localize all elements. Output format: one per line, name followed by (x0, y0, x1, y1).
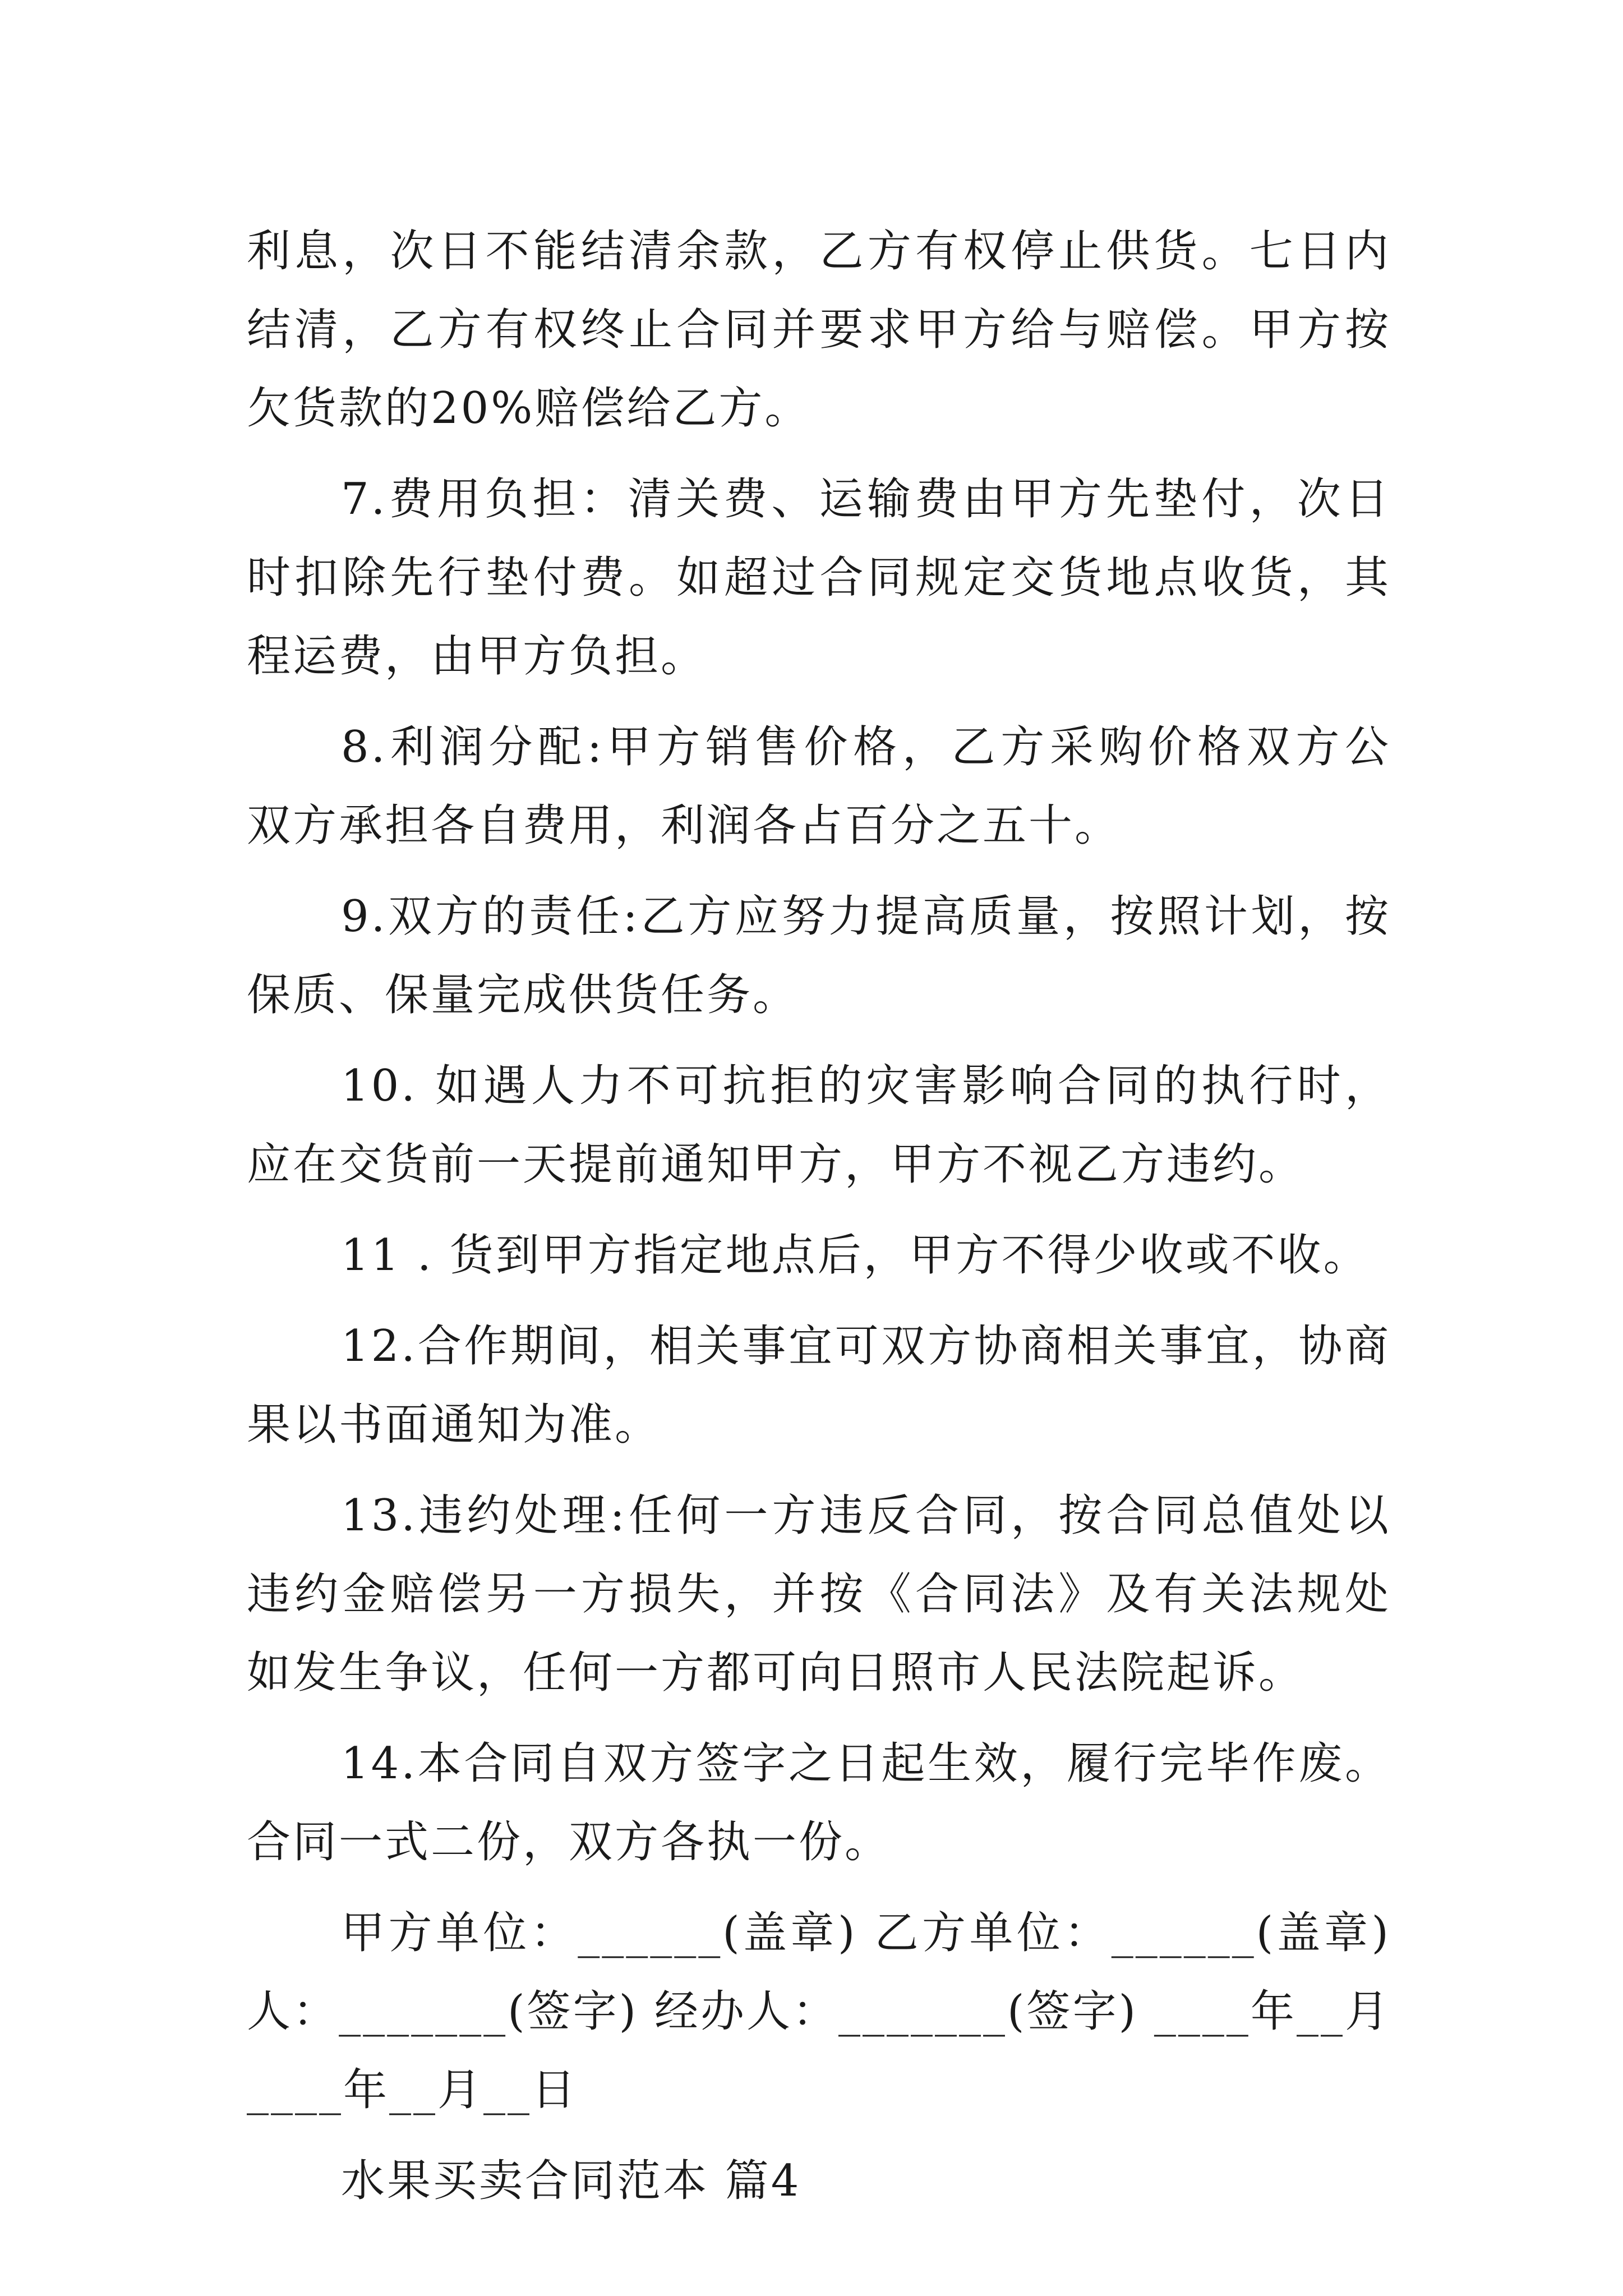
text-line: 利息，次日不能结清余款，乙方有权停止供货。七日内 (247, 226, 1391, 277)
text-line: 水果买卖合同范本 篇4 (341, 2156, 801, 2206)
text-line: 应在交货前一天提前通知甲方，甲方不视乙方违约。 (247, 1139, 1305, 1190)
text-line: 果以书面通知为准。 (247, 1400, 661, 1450)
text-line: 如发生争议，任何一方都可向日照市人民法院起诉。 (247, 1648, 1305, 1698)
paragraph-gap (247, 2129, 1391, 2142)
paragraph-gap (247, 696, 1391, 708)
text-line: 8.利润分配:甲方销售价格，乙方采购价格双方公 (341, 722, 1391, 772)
text-line: 时扣除先行垫付费。如超过合同规定交货地点收货，其 (247, 553, 1391, 603)
text-line: 违约金赔偿另一方损失，并按《合同法》及有关法规处 (247, 1569, 1391, 1619)
text-line: 双方承担各自费用，利润各占百分之五十。 (247, 800, 1121, 851)
document-page (247, 212, 1391, 2220)
paragraph-gap (247, 1295, 1391, 1307)
paragraph-gap (247, 1204, 1391, 1216)
text-line: 10. 如遇人力不可抗拒的灾害影响合同的执行时， (341, 1061, 1391, 1111)
text-line: 结清，乙方有权终止合同并要求甲方给与赔偿。甲方按 (247, 305, 1391, 355)
paragraph-gap (247, 865, 1391, 877)
text-line: 7.费用负担：清关费、运输费由甲方先垫付，次日 (341, 474, 1391, 524)
text-line: 程运费，由甲方负担。 (247, 631, 707, 682)
paragraph-gap (247, 1881, 1391, 1894)
text-line: 13.违约处理:任何一方违反合同，按合同总值处以 (341, 1490, 1391, 1541)
paragraph-gap (247, 1034, 1391, 1047)
text-line: 保质、保量完成供货任务。 (247, 970, 799, 1020)
text-line: 合同一式二份，双方各执一份。 (247, 1817, 891, 1867)
text-line: ____年__月__日 (247, 2065, 578, 2115)
paragraph-gap (247, 1712, 1391, 1724)
text-line: 甲方单位：______(盖章) 乙方单位：______(盖章) (341, 1908, 1391, 1958)
paragraph-gap (247, 1464, 1391, 1476)
text-line: 9.双方的责任:乙方应努力提高质量，按照计划，按 (341, 891, 1391, 942)
text-line: 12.合作期间，相关事宜可双方协商相关事宜，协商 (341, 1321, 1391, 1372)
text-line: 人：_______(签字) 经办人：_______(签字) ____年__月 (247, 1986, 1391, 2037)
text-line: 14.本合同自双方签字之日起生效，履行完毕作废。 (341, 1738, 1391, 1789)
text-line: 欠货款的20%赔偿给乙方。 (247, 383, 811, 434)
paragraph-gap (247, 448, 1391, 460)
text-line: 11 . 货到甲方指定地点后，甲方不得少收或不收。 (341, 1230, 1370, 1281)
